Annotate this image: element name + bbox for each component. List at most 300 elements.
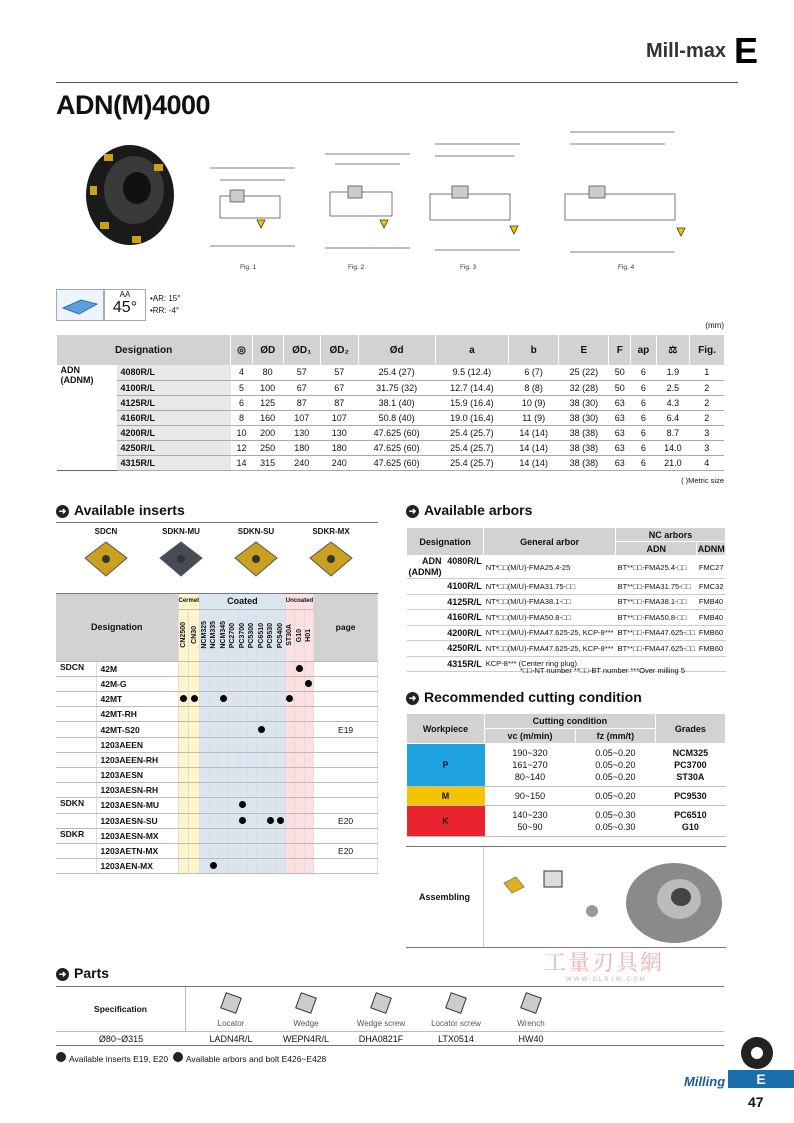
grade-cell	[295, 768, 305, 783]
workpiece-cell: M	[407, 787, 485, 806]
availability-dot	[277, 817, 284, 824]
page-cell	[314, 798, 378, 813]
grade-cell	[200, 752, 210, 767]
grade-cell	[295, 783, 305, 798]
cell: 19.0 (16.4)	[435, 410, 508, 425]
cell: 14	[231, 455, 253, 470]
table-row	[57, 440, 725, 455]
grade-cell	[247, 661, 257, 676]
grade-cell	[228, 798, 238, 813]
grade-cell	[247, 737, 257, 752]
grade-cell	[266, 813, 276, 828]
grade-cell	[266, 661, 276, 676]
grade-cell	[209, 798, 219, 813]
code: 4315R/L	[447, 658, 482, 669]
grade-cell	[285, 752, 295, 767]
cell: 50	[609, 365, 631, 380]
cell: 8	[231, 410, 253, 425]
part-label: Wedge	[293, 1019, 319, 1028]
cell: 2.5	[656, 380, 689, 395]
grade-cell	[228, 676, 238, 691]
page-header: page	[314, 594, 378, 661]
grade-cell	[247, 707, 257, 722]
cell: 130	[283, 425, 320, 440]
grade-cell	[219, 843, 229, 858]
grade-cell	[178, 661, 189, 676]
unit-label: (mm)	[705, 321, 724, 330]
insert-icon	[306, 536, 356, 582]
main-header-cell	[656, 335, 689, 365]
grade-cell	[209, 722, 219, 737]
grade-name	[247, 609, 257, 661]
grade-cell	[178, 813, 189, 828]
table-row	[407, 556, 726, 579]
part-icon	[366, 989, 396, 1017]
grade-name	[276, 609, 286, 661]
grade-cell	[304, 798, 314, 813]
approach-angle: AA 45°	[104, 289, 146, 321]
main-header-cell: E	[559, 335, 609, 365]
main-header-cell: ØD₁	[283, 335, 320, 365]
cell: 25 (22)	[559, 365, 609, 380]
cell: 1.9	[656, 365, 689, 380]
grade-cell	[266, 722, 276, 737]
grade-cell	[247, 692, 257, 707]
designation-cell	[407, 594, 484, 610]
group-cell	[56, 813, 96, 828]
page-cell	[314, 783, 378, 798]
cell: 14.0	[656, 440, 689, 455]
group-cell	[56, 737, 96, 752]
part-label: Wedge screw	[356, 1019, 406, 1028]
cell: 3	[690, 425, 724, 440]
insert-icon	[81, 536, 131, 582]
grade-cell	[266, 828, 276, 843]
cell: 47.625 (60)	[358, 455, 435, 470]
grade-cell	[219, 768, 229, 783]
part-value: Ø80~Ø315	[98, 1034, 144, 1044]
grade-name	[295, 609, 305, 661]
grade-cell	[285, 661, 295, 676]
cell: 4100R/L	[117, 380, 231, 395]
grade-cell	[178, 783, 189, 798]
grade-cell	[219, 783, 229, 798]
availability-dot	[305, 680, 312, 687]
designation-cell	[407, 656, 484, 672]
cell: 2	[690, 410, 724, 425]
insert-shape-icon	[56, 289, 104, 321]
grade-cell	[247, 768, 257, 783]
grade-cell	[189, 783, 200, 798]
grade-name-text: NCM335	[210, 621, 218, 649]
grade-cell	[257, 843, 267, 858]
part-label: Wrench	[517, 1019, 545, 1028]
insert-type	[151, 527, 211, 584]
grade-cell	[200, 707, 210, 722]
grade-cell	[178, 859, 189, 874]
page-cell	[314, 828, 378, 843]
grade-cell	[228, 859, 238, 874]
cell: 11 (9)	[509, 410, 559, 425]
availability-dot	[239, 817, 246, 824]
cell: 125	[252, 395, 283, 410]
cell: 57	[283, 365, 320, 380]
grade-cell	[304, 676, 314, 691]
grade-cell	[228, 752, 238, 767]
cell: 38 (38)	[559, 455, 609, 470]
condition-cell: 190~320 161~270 80~140	[485, 744, 576, 787]
cell: 47.625 (60)	[358, 425, 435, 440]
grade-name-text: NCM325	[200, 621, 208, 649]
group-cell	[56, 722, 96, 737]
cell: 4	[690, 455, 724, 470]
grade-name	[228, 609, 238, 661]
cell: 6	[231, 395, 253, 410]
code: 4125R/L	[447, 596, 482, 607]
arbor-cell: BT**□□-FMA47.625-□□	[616, 625, 697, 641]
table-row	[56, 737, 378, 752]
grade-cell	[189, 828, 200, 843]
grade-cell	[257, 768, 267, 783]
grade-cell	[257, 707, 267, 722]
grade-cell	[266, 783, 276, 798]
footer-letter: E	[728, 1070, 794, 1088]
cell: 2	[690, 380, 724, 395]
grade-cell	[304, 692, 314, 707]
cell: 15.9 (16.4)	[435, 395, 508, 410]
header-section: Mill-max E	[645, 30, 758, 71]
grade-cell	[219, 737, 229, 752]
arbor-cell: NT*□□(M/U)-FMA50.8-□□	[484, 610, 616, 626]
page-cell	[314, 737, 378, 752]
cell: 4	[231, 365, 253, 380]
grade-cell	[276, 692, 286, 707]
grade-cell	[257, 661, 267, 676]
code-cell: 1203AEEN-RH	[96, 752, 178, 767]
arbor-cell: KCP-8*** (Center ring plug)	[484, 656, 726, 672]
arrow-icon: ➜	[56, 505, 69, 518]
arbors-table: Designation General arbor NC arbors ADN ADNM ADN (ADNM) 4080R/L NT*□□(M/U)-FMA25.4-25 BT**□□-FMA25.4-□□ FMC27 4100R/L NT*□□(M/U)-FMA31.75-□□ BT**□□-FMA31.75-□□ FMC32 4125R/L NT*□□(M/U)-FMA38.1-□□ BT**□□-FMA38.1-□□ FMB40 4160R/L NT*□□(M/U)-FMA50.8-□□ BT**□□-FMA50.8-□□ FMB40 4200R/L NT*□□(M/U)-FMA47.625-25, KCP-8*** BT**□□-FMA47.625-□□ FMB60 4250R/L NT*□□(M/U)-FMA47.625-25, KCP-8*** BT**□□-FMA47.625-□□ FMB60 4315R/L KCP-8*** (Center ring plug)	[406, 527, 726, 672]
grade-cell	[228, 722, 238, 737]
footer-arbors-link[interactable]: Available arbors and bolt E426~E428	[185, 1054, 327, 1064]
grade-cell	[200, 722, 210, 737]
cell: 200	[252, 425, 283, 440]
grade-cell	[178, 752, 189, 767]
cell: 67	[320, 380, 358, 395]
grade-cell	[209, 859, 219, 874]
cutter-image	[82, 140, 177, 250]
insert-type	[76, 527, 136, 584]
cell: 14 (14)	[509, 425, 559, 440]
grade-cell	[200, 661, 210, 676]
cell: 63	[609, 425, 631, 440]
fig-2-label: Fig. 2	[348, 264, 365, 271]
grade-cell	[266, 737, 276, 752]
availability-dot	[220, 695, 227, 702]
condition-cell: 0.05~0.20	[576, 787, 656, 806]
grade-cell	[247, 676, 257, 691]
grade-cell	[219, 707, 229, 722]
grade-cell	[247, 859, 257, 874]
group-label: ADN (ADNM)	[408, 556, 442, 577]
cell: 25.4 (25.7)	[435, 455, 508, 470]
insert-type-label: SDKN-MU	[162, 527, 200, 536]
cell: 38 (30)	[559, 395, 609, 410]
grade-cell	[219, 676, 229, 691]
group-cell	[56, 768, 96, 783]
workpiece-cell: K	[407, 806, 485, 837]
part-item	[271, 989, 341, 1028]
code-cell: 42M	[96, 661, 178, 676]
main-header-cell: Fig.	[690, 335, 724, 365]
grade-name-text: PC3700	[238, 622, 246, 648]
footer-links	[56, 1052, 326, 1064]
grade-cell	[200, 676, 210, 691]
grade-cell	[228, 707, 238, 722]
cell: 6	[631, 380, 657, 395]
grade-name-text: NCM345	[219, 621, 227, 649]
teeth-icon: ◎	[237, 344, 246, 356]
grade-cell	[200, 828, 210, 843]
table-row	[56, 843, 378, 858]
arbor-cell: FMB40	[697, 610, 726, 626]
grade-cell	[247, 843, 257, 858]
parts-spec-label: Specification	[56, 987, 186, 1031]
grade-name-text: PC5300	[248, 622, 256, 648]
main-header-cell: b	[509, 335, 559, 365]
grade-cell	[209, 768, 219, 783]
grade-cell	[276, 707, 286, 722]
grade-cell	[276, 661, 286, 676]
cell: 6	[631, 440, 657, 455]
grade-cell	[228, 661, 238, 676]
fig-1-label: Fig. 1	[240, 264, 257, 271]
availability-dot	[296, 665, 303, 672]
part-icon	[291, 989, 321, 1017]
table-row	[57, 425, 725, 440]
grade-cell	[238, 843, 248, 858]
cell: 31.75 (32)	[358, 380, 435, 395]
grade-cell	[238, 707, 248, 722]
grade-cell	[266, 707, 276, 722]
grade-cell	[266, 798, 276, 813]
grade-cell	[200, 692, 210, 707]
arbor-cell: BT**□□-FMA31.75-□□	[616, 579, 697, 595]
code-cell: 42MT-RH	[96, 707, 178, 722]
grade-cell	[247, 813, 257, 828]
cutting-table: Workpiece Cutting condition Grades vc (m/min) fz (mm/t) P 190~320 161~270 80~140 0.05~0.20 0.05~0.20 0.05~0.20 NCM325 PC3700 ST30A M 90~150 0.05~0.20 PC9530 K 140~230 50~90 0.05~0.30 0.05~0.30 PC6510 G10	[406, 713, 726, 837]
grade-cell	[285, 798, 295, 813]
cell: 63	[609, 455, 631, 470]
cell: 3	[690, 440, 724, 455]
grade-cell	[238, 828, 248, 843]
grade-cell	[238, 783, 248, 798]
footer-milling: Milling	[684, 1074, 726, 1089]
part-label: Locator	[217, 1019, 245, 1028]
grade-cell	[266, 768, 276, 783]
code-cell: 1203AESN	[96, 768, 178, 783]
header-rule	[56, 82, 738, 83]
group-cell	[56, 676, 96, 691]
grade-name-text: PC9530	[267, 622, 275, 648]
grade-cell	[228, 768, 238, 783]
grade-name-text: CN30	[190, 626, 198, 645]
grade-cell	[266, 843, 276, 858]
grade-cell	[285, 859, 295, 874]
cell: 63	[609, 440, 631, 455]
table-row	[407, 641, 726, 657]
cell: 180	[320, 440, 358, 455]
grade-cell	[247, 752, 257, 767]
group-cell	[56, 692, 96, 707]
arrow-icon: ➜	[406, 505, 419, 518]
cell: 63	[609, 395, 631, 410]
grade-cell	[189, 661, 200, 676]
grade-cell	[189, 707, 200, 722]
grade-name-text: G10	[295, 628, 303, 642]
grade-cell	[304, 843, 314, 858]
code-cell: 42M-G	[96, 676, 178, 691]
grade-cell	[219, 859, 229, 874]
cell: 38 (38)	[559, 440, 609, 455]
grade-cell	[238, 737, 248, 752]
grade-cell	[304, 752, 314, 767]
assembling-box	[406, 846, 726, 948]
insert-icon	[156, 536, 206, 582]
table-row	[56, 722, 378, 737]
page-cell: E20	[314, 843, 378, 858]
grade-cell	[295, 798, 305, 813]
grade-cell	[276, 737, 286, 752]
arbor-cell: NT*□□(M/U)-FMA31.75-□□	[484, 579, 616, 595]
designation-cell	[407, 641, 484, 657]
grade-cell	[304, 768, 314, 783]
grade-cell	[228, 783, 238, 798]
grade-cell	[285, 722, 295, 737]
grade-cell	[228, 828, 238, 843]
arbor-cell: BT**□□-FMA47.625-□□	[616, 641, 697, 657]
cell: 6.4	[656, 410, 689, 425]
arbor-cell: FMC27	[697, 556, 726, 579]
cell: 6	[631, 455, 657, 470]
table-row	[56, 859, 378, 874]
grade-cell	[200, 783, 210, 798]
cell: 240	[283, 455, 320, 470]
table-row	[56, 692, 378, 707]
grade-cell	[304, 722, 314, 737]
grade-cell	[238, 692, 248, 707]
grade-name-text: H01	[305, 628, 313, 642]
condition-cell: PC6510 G10	[655, 806, 725, 837]
insert-type-label: SDKN-SU	[237, 527, 275, 536]
grade-cell	[238, 722, 248, 737]
part-value: DHA0821F	[358, 1034, 404, 1044]
grade-cell	[200, 843, 210, 858]
group-cell: ADN (ADNM)	[57, 365, 117, 470]
main-header-cell: Ød	[358, 335, 435, 365]
grade-cell	[295, 661, 305, 676]
arrow-icon: ➜	[56, 968, 69, 981]
cell: 80	[252, 365, 283, 380]
grade-name	[285, 609, 295, 661]
grade-cell	[189, 676, 200, 691]
grade-cell	[257, 676, 267, 691]
group-cell	[56, 859, 96, 874]
grade-cell	[266, 676, 276, 691]
grade-cell	[304, 859, 314, 874]
table-row	[57, 395, 725, 410]
cell: 10 (9)	[509, 395, 559, 410]
grade-cell	[285, 843, 295, 858]
grade-cell	[276, 768, 286, 783]
parts-title: ➜ Parts	[56, 965, 109, 981]
cell: 4160R/L	[117, 410, 231, 425]
assembling-label: Assembling	[406, 847, 484, 947]
designation-cell	[407, 625, 484, 641]
grade-cell	[276, 859, 286, 874]
grade-cell	[257, 692, 267, 707]
grade-cell	[200, 737, 210, 752]
table-row	[57, 455, 725, 470]
table-row	[407, 594, 726, 610]
grade-cell	[285, 737, 295, 752]
grade-cell	[200, 859, 210, 874]
cell: 6 (7)	[509, 365, 559, 380]
inserts-designation-header: Designation	[56, 594, 178, 661]
cell: 12.7 (14.4)	[435, 380, 508, 395]
cell: 9.5 (12.4)	[435, 365, 508, 380]
grade-cell	[295, 813, 305, 828]
grade-cell	[257, 752, 267, 767]
grade-cell	[219, 798, 229, 813]
arbor-cell: BT**□□-FMA38.1-□□	[616, 594, 697, 610]
page-cell	[314, 768, 378, 783]
grade-group-header: Cermet	[178, 594, 200, 609]
condition-cell: PC9530	[655, 787, 725, 806]
inserts-title: ➜ Available inserts	[56, 502, 185, 518]
grade-group-header: Coated	[200, 594, 286, 609]
grade-cell	[209, 676, 219, 691]
cell: 6	[631, 425, 657, 440]
group-cell: SDKR	[56, 828, 96, 843]
grade-cell	[285, 676, 295, 691]
grade-name-text: ST30A	[286, 624, 294, 647]
grade-cell	[238, 798, 248, 813]
condition-cell: 90~150	[485, 787, 576, 806]
rake-angles: •AR: 15° •RR: -4°	[150, 294, 181, 315]
fig-4-label: Fig. 4	[618, 264, 635, 271]
grade-cell	[285, 692, 295, 707]
grade-group-header: Uncoated	[285, 594, 314, 609]
cell: 10	[231, 425, 253, 440]
main-spec-table	[56, 335, 724, 471]
cell: 38 (38)	[559, 425, 609, 440]
cell: 6	[631, 410, 657, 425]
grade-cell	[200, 798, 210, 813]
grade-cell	[189, 722, 200, 737]
insert-images	[56, 522, 378, 594]
grade-cell	[209, 828, 219, 843]
condition-cell: 0.05~0.20 0.05~0.20 0.05~0.20	[576, 744, 656, 787]
grade-cell	[285, 707, 295, 722]
grade-cell	[219, 661, 229, 676]
footer-inserts-link[interactable]: Available inserts E19, E20	[69, 1054, 169, 1064]
cell: 47.625 (60)	[358, 440, 435, 455]
grade-name-text: CN2500	[179, 622, 187, 649]
cell: 315	[252, 455, 283, 470]
grade-name	[178, 609, 189, 661]
grade-name	[189, 609, 200, 661]
